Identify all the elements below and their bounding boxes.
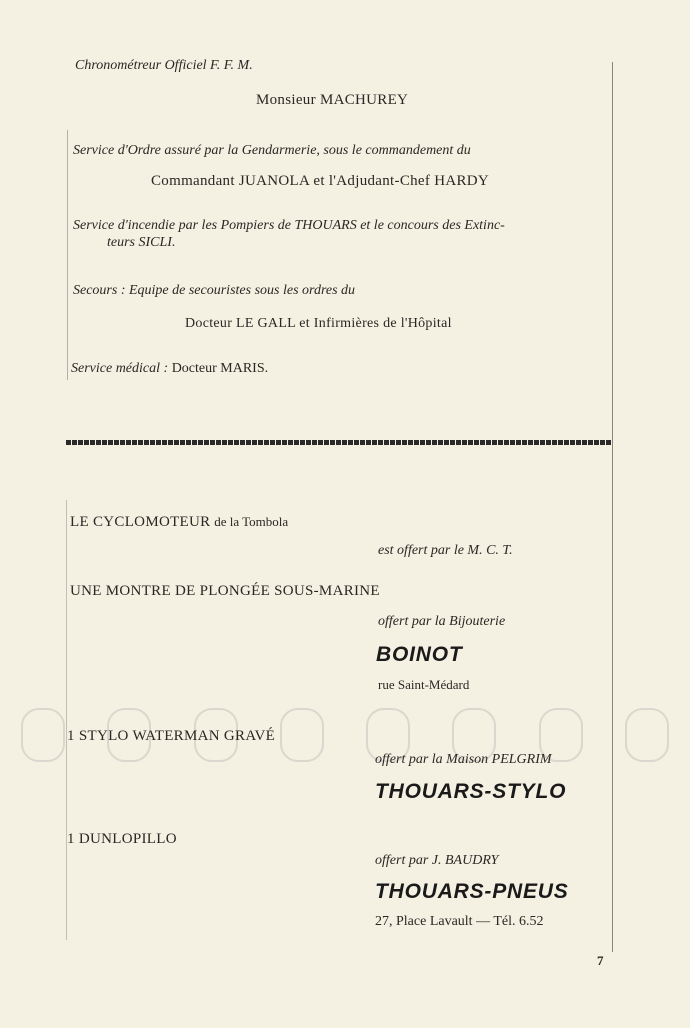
prize4-brand: THOUARS-PNEUS — [375, 880, 569, 903]
prize2-brand: BOINOT — [376, 643, 463, 666]
prize3-item: 1 STYLO WATERMAN GRAVÉ — [67, 728, 276, 744]
secours-names: Docteur LE GALL et Infirmières de l'Hôpital — [185, 316, 452, 331]
incendie-line2: teurs SICLI. — [107, 235, 176, 250]
secours-label: Secours : Equipe de secouristes sous les ordres du — [73, 283, 356, 298]
medical-line — [71, 361, 268, 377]
watermark-mark — [21, 708, 65, 762]
watermark-mark — [625, 708, 669, 762]
prize1-offer: est offert par le M. C. T. — [378, 543, 513, 558]
medical-name: Docteur MARIS. — [171, 361, 269, 376]
incendie-line1: Service d'incendie par les Pompiers de THOUARS et le concours des Extinc- — [73, 218, 505, 233]
prize1-suffix: de la Tombola — [214, 514, 289, 529]
prize2-address: rue Saint-Médard — [378, 677, 470, 692]
medical-label: Service médical : — [71, 361, 169, 376]
prize1-line — [70, 514, 288, 531]
prize2-item: UNE MONTRE DE PLONGÉE SOUS-MARINE — [70, 583, 380, 599]
ordre-names: Commandant JUANOLA et l'Adjudant-Chef HARDY — [151, 173, 490, 189]
frame-right-rule — [612, 62, 613, 952]
watermark-mark — [280, 708, 324, 762]
prize3-brand: THOUARS-STYLO — [375, 780, 567, 803]
frame-left-rule — [67, 130, 68, 380]
prize4-address: 27, Place Lavault — Tél. 6.52 — [375, 914, 544, 929]
page-number: 7 — [597, 953, 604, 968]
chrono-name: Monsieur MACHUREY — [256, 92, 409, 108]
chrono-label: Chronométreur Officiel F. F. M. — [75, 58, 253, 73]
ordre-label: Service d'Ordre assuré par la Gendarmerie, sous le commandement du — [73, 143, 471, 158]
prize4-item: 1 DUNLOPILLO — [67, 831, 177, 847]
prize1-item: LE CYCLOMOTEUR — [70, 514, 211, 530]
prize3-offer: offert par la Maison PELGRIM — [375, 752, 552, 767]
prize2-offer: offert par la Bijouterie — [378, 614, 506, 629]
prize4-offer: offert par J. BAUDRY — [375, 853, 499, 868]
section-divider — [66, 440, 612, 445]
